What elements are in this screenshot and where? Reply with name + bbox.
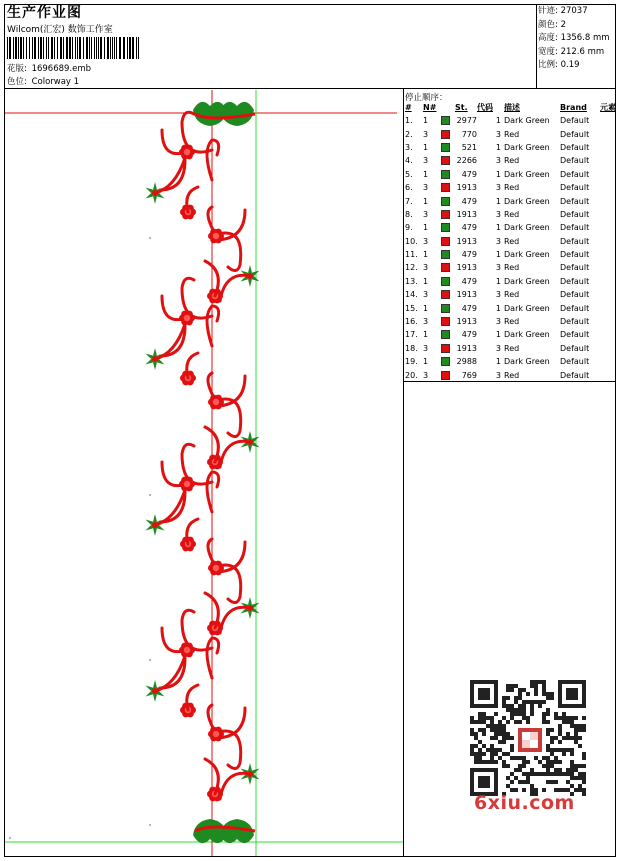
row-index: 13. [405,276,418,286]
row-index: 8. [405,209,413,219]
stop-sequence-title: 停止顺序： [405,93,448,103]
color-swatch [441,357,450,366]
row-color-swatch [441,208,455,221]
row-description: Red [504,343,520,353]
row-element [600,181,616,194]
row-element [600,194,616,207]
header-divider-vertical [536,4,537,88]
stop-sequence-table [405,101,616,382]
row-brand: Default [560,223,590,233]
row-code: 3 [495,263,501,273]
row-description: Red [504,183,520,193]
color-swatch [441,317,450,326]
row-needle: 1 [423,276,429,286]
stat-height: 高度: 1356.8 mm [538,33,610,43]
row-color-swatch [441,275,455,288]
color-swatch [441,237,450,246]
col-header-n: N# [423,103,437,112]
row-color-swatch [441,168,455,181]
table-row [405,368,616,381]
watermark-text: 6xiu.com [474,792,575,814]
row-description: Red [504,263,520,273]
row-needle: 3 [423,236,429,246]
row-brand: Default [560,156,590,166]
row-color-swatch [441,194,455,207]
row-description: Red [504,236,520,246]
row-description: Dark Green [504,142,550,152]
row-color-swatch [441,288,455,301]
color-swatch [441,290,450,299]
row-description: Dark Green [504,169,550,179]
row-element [600,235,616,248]
row-stitches: 1913 [456,317,477,327]
row-stitches: 479 [461,223,477,233]
row-needle: 1 [423,250,429,260]
table-row [405,127,616,140]
row-element [600,328,616,341]
row-brand: Default [560,209,590,219]
colorway-value: Colorway 1 [31,77,80,87]
row-stitches: 1913 [456,290,477,300]
row-needle: 1 [423,223,429,233]
table-row [405,301,616,314]
table-row [405,275,616,288]
row-brand: Default [560,370,590,380]
stat-width: 宽度: 212.6 mm [538,46,605,57]
table-row [405,154,616,167]
row-brand: Default [560,276,590,286]
row-code: 1 [495,357,501,367]
color-swatch [441,116,450,125]
col-header-element: 元素 [600,103,616,112]
row-code: 1 [495,250,501,260]
color-swatch [441,250,450,259]
row-description: Red [504,317,520,327]
row-stitches: 1913 [456,236,477,246]
table-row [405,114,616,127]
qr-code [470,680,586,796]
row-description: Dark Green [504,250,550,260]
row-index: 18. [405,343,418,353]
row-description: Red [504,290,520,300]
row-index: 7. [405,196,413,206]
row-description: Red [504,370,520,380]
row-color-swatch [441,248,455,261]
row-brand: Default [560,129,590,139]
row-brand: Default [560,183,590,193]
col-header-description: 描述 [504,103,520,112]
stats-panel [538,5,610,73]
row-code: 1 [495,196,501,206]
row-stitches: 1913 [456,343,477,353]
color-swatch [441,277,450,286]
header-divider-horizontal [4,88,616,89]
row-needle: 3 [423,209,429,219]
row-needle: 3 [423,370,429,380]
colorway-label: 色位: [7,77,27,87]
row-needle: 3 [423,156,429,166]
col-header-brand: Brand [560,103,587,112]
color-swatch [441,263,450,272]
row-stitches: 2977 [456,116,477,126]
row-brand: Default [560,317,590,327]
color-swatch [441,223,450,232]
table-row [405,168,616,181]
table-header-row [405,101,616,114]
row-stitches: 2988 [456,357,477,367]
color-swatch [441,371,450,380]
row-needle: 1 [423,303,429,313]
row-brand: Default [560,142,590,152]
row-code: 3 [495,129,501,139]
table-row [405,248,616,261]
barcode [7,37,139,59]
row-needle: 3 [423,129,429,139]
row-element [600,275,616,288]
row-element [600,342,616,355]
row-color-swatch [441,141,455,154]
row-code: 3 [495,370,501,380]
row-stitches: 521 [461,142,477,152]
row-color-swatch [441,127,455,140]
row-code: 3 [495,183,501,193]
table-row [405,288,616,301]
row-brand: Default [560,250,590,260]
row-code: 1 [495,223,501,233]
row-brand: Default [560,263,590,273]
row-code: 3 [495,156,501,166]
table-row [405,141,616,154]
row-description: Dark Green [504,116,550,126]
row-code: 3 [495,343,501,353]
row-description: Dark Green [504,276,550,286]
row-stitches: 479 [461,330,477,340]
row-code: 1 [495,116,501,126]
row-brand: Default [560,169,590,179]
row-color-swatch [441,301,455,314]
table-row [405,194,616,207]
row-code: 1 [495,276,501,286]
color-swatch [441,304,450,313]
row-stitches: 2266 [456,156,477,166]
row-code: 1 [495,303,501,313]
row-code: 1 [495,142,501,152]
canvas-divider [403,88,404,857]
row-needle: 3 [423,263,429,273]
row-code: 3 [495,236,501,246]
row-index: 12. [405,263,418,273]
row-element [600,141,616,154]
row-stitches: 1913 [456,183,477,193]
row-index: 20. [405,370,418,380]
row-index: 10. [405,236,418,246]
row-element [600,208,616,221]
row-needle: 3 [423,343,429,353]
table-row [405,235,616,248]
row-index: 6. [405,183,413,193]
row-needle: 1 [423,116,429,126]
table-row [405,328,616,341]
color-swatch [441,197,450,206]
design-label: 花版: [7,64,27,74]
row-stitches: 479 [461,196,477,206]
row-description: Red [504,129,520,139]
row-stitches: 1913 [456,263,477,273]
row-element [600,315,616,328]
row-brand: Default [560,330,590,340]
design-info [7,62,91,74]
row-needle: 1 [423,357,429,367]
table-row [405,208,616,221]
col-header-stitches: St. [455,103,468,112]
row-element [600,248,616,261]
row-element [600,288,616,301]
color-swatch [441,170,450,179]
row-brand: Default [560,357,590,367]
row-brand: Default [560,116,590,126]
row-color-swatch [441,261,455,274]
col-header-index: # [405,103,412,112]
row-description: Red [504,156,520,166]
row-color-swatch [441,342,455,355]
row-element [600,154,616,167]
color-swatch [441,130,450,139]
row-color-swatch [441,221,455,234]
row-element [600,261,616,274]
row-code: 1 [495,330,501,340]
row-index: 19. [405,357,418,367]
page-title: 生产作业图 [7,5,82,21]
row-brand: Default [560,236,590,246]
row-needle: 1 [423,196,429,206]
row-stitches: 479 [461,169,477,179]
row-needle: 1 [423,169,429,179]
row-needle: 1 [423,142,429,152]
col-header-code: 代码 [477,103,493,112]
row-stitches: 1913 [456,209,477,219]
embroidery-design-preview [5,90,403,856]
stat-scale: 比例: 0.19 [538,60,580,70]
row-brand: Default [560,196,590,206]
row-needle: 3 [423,290,429,300]
row-color-swatch [441,315,455,328]
color-swatch [441,143,450,152]
row-element [600,355,616,368]
row-stitches: 479 [461,303,477,313]
row-description: Dark Green [504,330,550,340]
color-swatch [441,210,450,219]
row-description: Dark Green [504,223,550,233]
row-brand: Default [560,303,590,313]
row-element [600,114,616,127]
table-row [405,355,616,368]
row-needle: 1 [423,330,429,340]
row-stitches: 479 [461,276,477,286]
row-brand: Default [560,290,590,300]
row-stitches: 770 [461,129,477,139]
design-file: 1696689.emb [31,64,92,74]
row-index: 9. [405,223,413,233]
color-swatch [441,344,450,353]
row-index: 11. [405,250,418,260]
row-index: 15. [405,303,418,313]
studio-name: Wilcom(汇宏) 数饰工作室 [7,25,113,35]
row-stitches: 479 [461,250,477,260]
row-index: 1. [405,116,413,126]
row-index: 17. [405,330,418,340]
table-row [405,315,616,328]
row-element [600,368,616,381]
row-needle: 3 [423,183,429,193]
row-index: 3. [405,142,413,152]
row-code: 3 [495,290,501,300]
table-row [405,181,616,194]
row-stitches: 769 [461,370,477,380]
row-element [600,301,616,314]
row-needle: 3 [423,317,429,327]
color-swatch [441,156,450,165]
row-brand: Default [560,343,590,353]
stat-stitches: 针迹: 27037 [538,6,588,16]
row-element [600,127,616,140]
colorway-info [7,75,79,87]
table-row [405,342,616,355]
row-description: Dark Green [504,303,550,313]
row-color-swatch [441,328,455,341]
row-element [600,168,616,181]
row-color-swatch [441,114,455,127]
row-index: 2. [405,129,413,139]
row-description: Dark Green [504,196,550,206]
color-swatch [441,330,450,339]
row-color-swatch [441,181,455,194]
row-element [600,221,616,234]
row-color-swatch [441,368,455,381]
table-row [405,221,616,234]
row-index: 5. [405,169,413,179]
row-index: 4. [405,156,413,166]
row-color-swatch [441,355,455,368]
row-color-swatch [441,235,455,248]
table-row [405,261,616,274]
color-swatch [441,183,450,192]
row-index: 14. [405,290,418,300]
row-index: 16. [405,317,418,327]
row-code: 1 [495,169,501,179]
row-description: Dark Green [504,357,550,367]
row-code: 3 [495,317,501,327]
stat-colors: 颜色: 2 [538,19,566,30]
row-code: 3 [495,209,501,219]
row-description: Red [504,209,520,219]
row-color-swatch [441,154,455,167]
